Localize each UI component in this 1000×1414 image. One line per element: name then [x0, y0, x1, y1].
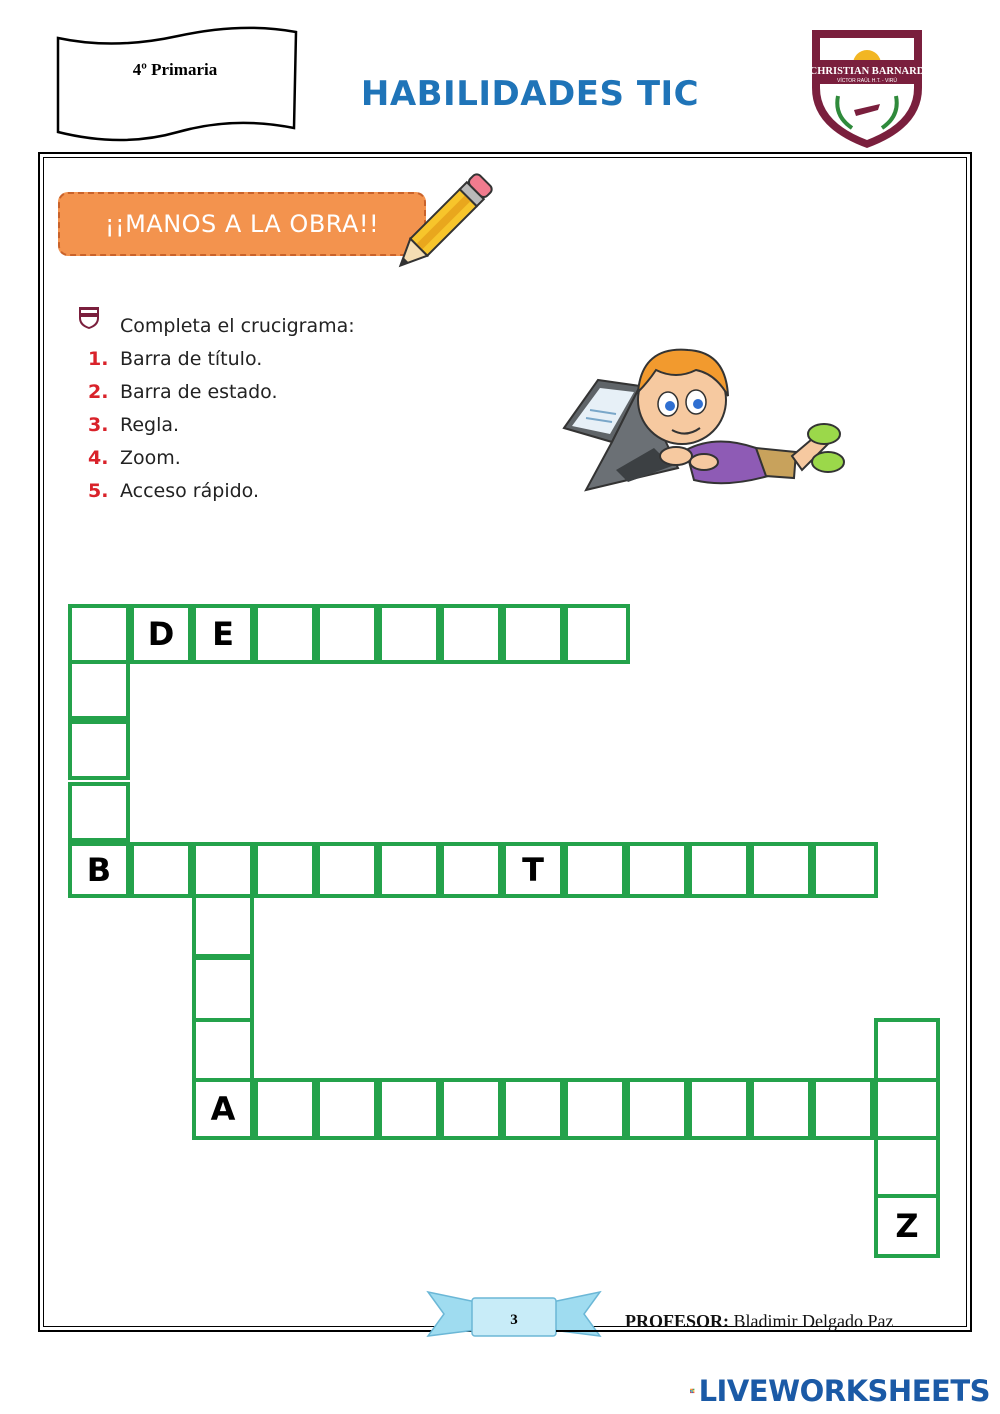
crossword-cell[interactable] — [874, 1078, 940, 1140]
school-subtitle: VÍCTOR RAÚL H.T. - VIRÚ — [836, 78, 898, 84]
crossword-cell[interactable] — [378, 604, 440, 664]
crossword-cell[interactable]: E — [192, 604, 254, 664]
crossword-cell[interactable] — [750, 1078, 812, 1140]
crossword-cell[interactable]: A — [192, 1078, 254, 1140]
crossword-cell[interactable]: T — [502, 842, 564, 898]
crossword-cell[interactable] — [68, 660, 130, 720]
crossword-cell[interactable]: D — [130, 604, 192, 664]
school-shield-crest-icon — [808, 24, 926, 152]
crossword-cell[interactable] — [378, 1078, 440, 1140]
crossword-cell[interactable] — [812, 842, 878, 898]
liveworksheets-brand-text: LIVEWORKSHEETS — [698, 1374, 990, 1408]
crossword-cell[interactable] — [688, 842, 750, 898]
crossword-cell[interactable] — [68, 720, 130, 780]
clue-text: Acceso rápido. — [120, 480, 259, 502]
crossword-cell[interactable] — [502, 1078, 564, 1140]
clue-text: Zoom. — [120, 447, 181, 469]
page-title: HABILIDADES TIC — [360, 74, 700, 114]
grade-label: 4º Primaria — [132, 60, 218, 79]
section-banner: ¡¡MANOS A LA OBRA!! — [58, 192, 426, 256]
teacher-credit — [625, 1311, 893, 1332]
crossword-cell[interactable] — [254, 1078, 316, 1140]
grade-banner — [54, 24, 300, 142]
crossword-cell[interactable] — [440, 1078, 502, 1140]
crossword-cell[interactable] — [750, 842, 812, 898]
pencil-icon — [380, 168, 500, 284]
crossword-cell[interactable]: Z — [874, 1194, 940, 1258]
crossword-cell[interactable] — [874, 1136, 940, 1198]
clue-number: 2. — [88, 381, 109, 403]
clue-number: 5. — [88, 480, 109, 502]
crossword-cell[interactable] — [68, 782, 130, 842]
crossword-cell[interactable] — [68, 604, 130, 664]
clue-item — [88, 381, 278, 403]
clue-number: 4. — [88, 447, 109, 469]
teacher-name: Bladimir Delgado Paz — [729, 1311, 894, 1331]
clue-item — [88, 480, 259, 502]
clue-item — [88, 348, 262, 370]
crossword-cell[interactable] — [564, 842, 626, 898]
crossword-cell[interactable] — [316, 842, 378, 898]
school-shield-bullet-icon — [78, 306, 100, 330]
clue-number: 3. — [88, 414, 109, 436]
clue-text: Barra de estado. — [120, 381, 278, 403]
page-number: 3 — [510, 1312, 518, 1328]
crossword-cell[interactable] — [192, 894, 254, 958]
school-name: CHRISTIAN BARNARD — [809, 66, 925, 77]
instruction-text: Completa el crucigrama: — [120, 315, 355, 337]
crossword-cell[interactable] — [440, 604, 502, 664]
clue-item — [88, 447, 181, 469]
clue-text: Regla. — [120, 414, 180, 436]
crossword-cell[interactable] — [626, 842, 688, 898]
crossword-cell[interactable] — [316, 1078, 378, 1140]
clue-number: 1. — [88, 348, 109, 370]
crossword-cell[interactable] — [688, 1078, 750, 1140]
crossword-cell[interactable] — [254, 842, 316, 898]
crossword-cell[interactable] — [316, 604, 378, 664]
crossword-cell[interactable] — [874, 1018, 940, 1082]
crossword-cell[interactable] — [564, 1078, 626, 1140]
liveworksheets-grid-icon — [690, 1379, 695, 1403]
crossword-cell[interactable] — [378, 842, 440, 898]
teacher-label: PROFESOR: — [625, 1311, 730, 1331]
crossword-cell[interactable] — [564, 604, 630, 664]
crossword-cell[interactable] — [502, 604, 564, 664]
footer-divider — [556, 1330, 612, 1332]
crossword-cell[interactable] — [626, 1078, 688, 1140]
crossword-cell[interactable] — [192, 842, 254, 898]
crossword-cell[interactable] — [812, 1078, 874, 1140]
crossword-cell[interactable] — [192, 1018, 254, 1082]
crossword-cell[interactable] — [192, 956, 254, 1022]
boy-with-laptop-icon — [556, 330, 856, 500]
crossword-cell[interactable] — [440, 842, 502, 898]
clue-item — [88, 414, 179, 436]
crossword-cell[interactable] — [254, 604, 316, 664]
crossword-cell[interactable] — [130, 842, 192, 898]
liveworksheets-logo[interactable] — [690, 1374, 990, 1408]
clue-text: Barra de título. — [120, 348, 263, 370]
crossword-cell[interactable]: B — [68, 842, 130, 898]
